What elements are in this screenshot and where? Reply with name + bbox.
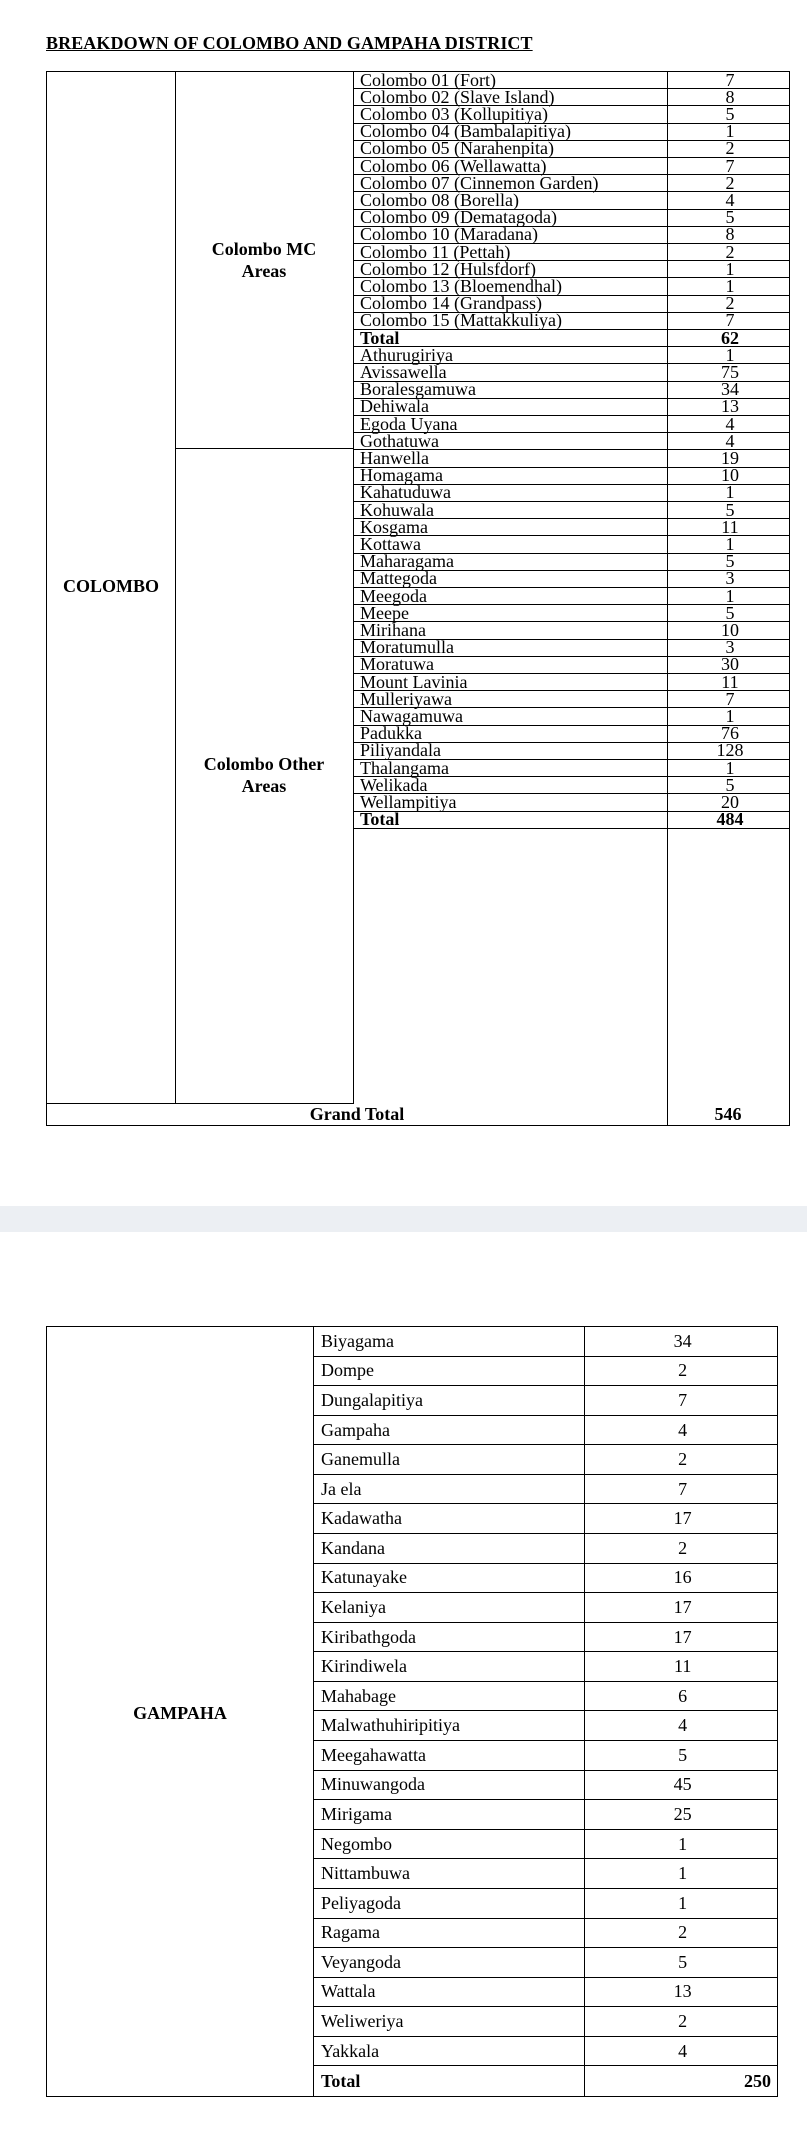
area-count: 11 — [721, 671, 739, 692]
area-count: 8 — [725, 224, 735, 245]
section-label-mc: Colombo MC Areas — [211, 239, 317, 281]
area-name: Meepe — [360, 602, 409, 623]
area-name: Malwathuhiripitiya — [321, 1715, 460, 1736]
area-name: Mattegoda — [360, 568, 437, 589]
area-name: Kahatuduwa — [360, 482, 451, 503]
area-count: 2 — [678, 1449, 688, 1470]
table-row — [313, 1475, 778, 1505]
table-row — [313, 1830, 778, 1860]
area-count: 2 — [725, 241, 735, 262]
area-name: Mirihana — [360, 619, 426, 640]
area-name: Dompe — [321, 1360, 374, 1381]
area-name: Ragama — [321, 1922, 380, 1943]
area-count: 25 — [673, 1804, 692, 1824]
table-row — [313, 1919, 778, 1949]
section-label-other: Colombo Other Areas — [203, 754, 325, 796]
table-row — [313, 2007, 778, 2037]
area-name: Colombo 13 (Bloemendhal) — [360, 275, 562, 296]
area-name: Colombo 10 (Maradana) — [360, 224, 538, 245]
area-name: Colombo 06 (Wellawatta) — [360, 155, 547, 176]
area-name: Ganemulla — [321, 1449, 400, 1470]
area-count: 8 — [725, 86, 735, 107]
area-count: 5 — [725, 499, 735, 520]
area-name: Moratuwa — [360, 654, 434, 675]
table-row — [313, 1327, 778, 1357]
area-name: Mahabage — [321, 1685, 396, 1706]
area-name: Athurugiriya — [360, 344, 453, 365]
colombo-table — [46, 71, 790, 1126]
area-name: Kohuwala — [360, 499, 434, 520]
area-name: Mount Lavinia — [360, 671, 468, 692]
total-row — [353, 809, 790, 830]
table-row — [313, 1859, 778, 1889]
area-name: Colombo 01 (Fort) — [360, 69, 497, 90]
area-name: Biyagama — [321, 1330, 394, 1351]
area-count: 1 — [725, 258, 735, 279]
table-row — [313, 1534, 778, 1564]
area-name: Maharagama — [360, 551, 454, 572]
area-count: 2 — [678, 2011, 688, 2032]
area-name: Kiribathgoda — [321, 1626, 416, 1647]
area-count: 5 — [725, 602, 735, 623]
area-count: 2 — [678, 1922, 688, 1943]
table-row — [313, 1682, 778, 1712]
area-name: Kosgama — [360, 516, 428, 537]
area-name: Boralesgamuwa — [360, 379, 476, 400]
divider — [175, 72, 176, 1104]
area-count: 6 — [678, 1685, 688, 1706]
area-name: Thalangama — [360, 757, 449, 778]
table-row — [313, 1889, 778, 1919]
area-count: 4 — [678, 1715, 688, 1736]
grand-total-value: 546 — [714, 1104, 742, 1124]
gampaha-table — [46, 1326, 778, 2097]
area-name: Nittambuwa — [321, 1863, 410, 1884]
area-name: Colombo 02 (Slave Island) — [360, 86, 555, 107]
area-name: Ja ela — [321, 1478, 362, 1499]
table-row — [313, 1652, 778, 1682]
area-count: 3 — [725, 568, 735, 589]
area-count: 45 — [673, 1774, 692, 1795]
area-name: Avissawella — [360, 361, 447, 382]
area-name: Kadawatha — [321, 1508, 402, 1529]
table-row — [313, 1445, 778, 1475]
area-name: Kelaniya — [321, 1596, 386, 1617]
area-name: Wattala — [321, 1981, 376, 2002]
area-count: 5 — [725, 207, 735, 228]
divider — [175, 448, 353, 449]
area-name: Colombo 08 (Borella) — [360, 189, 519, 210]
area-count: 19 — [720, 447, 739, 468]
area-count: 7 — [678, 1389, 688, 1410]
table-row — [313, 1593, 778, 1623]
area-count: 7 — [678, 1478, 688, 1499]
area-name: Colombo 05 (Narahenpita) — [360, 138, 554, 159]
area-count: 1 — [725, 705, 735, 726]
grand-total-row — [47, 1104, 790, 1125]
document-title: BREAKDOWN OF COLOMBO AND GAMPAHA DISTRICT — [46, 33, 533, 53]
table-row — [313, 1741, 778, 1771]
area-count: 17 — [673, 1508, 692, 1529]
total-label: Total — [360, 809, 400, 830]
area-name: Colombo 15 (Mattakkuliya) — [360, 310, 562, 331]
page-break — [0, 1206, 807, 1232]
area-count: 4 — [725, 413, 735, 434]
area-count: 4 — [725, 189, 735, 210]
table-row — [313, 1978, 778, 2008]
area-count: 11 — [721, 516, 739, 537]
area-name: Colombo 09 (Dematagoda) — [360, 207, 557, 228]
area-count: 1 — [725, 344, 735, 365]
table-row — [313, 1623, 778, 1653]
district-label-gampaha: GAMPAHA — [133, 1703, 227, 1723]
area-count: 17 — [673, 1626, 692, 1647]
total-value: 484 — [716, 809, 744, 830]
area-count: 1 — [725, 585, 735, 606]
area-name: Kottawa — [360, 533, 421, 554]
area-count: 2 — [678, 1537, 688, 1558]
area-name: Homagama — [360, 465, 443, 486]
area-count: 4 — [678, 1419, 688, 1440]
total-label: Total — [360, 327, 400, 348]
area-count: 5 — [725, 103, 735, 124]
table-row — [313, 1416, 778, 1446]
area-count: 1 — [725, 757, 735, 778]
area-count: 34 — [673, 1330, 692, 1351]
area-name: Moratumulla — [360, 637, 454, 658]
area-count: 2 — [725, 172, 735, 193]
area-count: 13 — [720, 396, 739, 417]
area-name: Yakkala — [321, 2040, 380, 2061]
area-count: 1 — [725, 482, 735, 503]
area-name: Egoda Uyana — [360, 413, 458, 434]
area-count: 11 — [674, 1656, 692, 1677]
area-count: 5 — [725, 551, 735, 572]
area-name: Wellampitiya — [360, 791, 457, 812]
area-name: Colombo 03 (Kollupitiya) — [360, 103, 548, 124]
area-count: 1 — [725, 533, 735, 554]
area-name: Nawagamuwa — [360, 705, 463, 726]
area-count: 7 — [725, 688, 735, 709]
area-name: Hanwella — [360, 447, 429, 468]
table-row — [313, 2037, 778, 2067]
table-row — [313, 1564, 778, 1594]
area-count: 75 — [720, 361, 739, 382]
area-name: Minuwangoda — [321, 1774, 425, 1795]
area-count: 13 — [673, 1981, 692, 2002]
area-name: Peliyagoda — [321, 1892, 401, 1913]
area-count: 10 — [720, 465, 739, 486]
area-name: Veyangoda — [321, 1951, 401, 1972]
area-name: Gothatuwa — [360, 430, 439, 451]
area-name: Kirindiwela — [321, 1656, 407, 1677]
area-name: Negombo — [321, 1833, 392, 1854]
area-name: Dungalapitiya — [321, 1389, 423, 1410]
area-name: Colombo 12 (Hulsfdorf) — [360, 258, 536, 279]
area-name: Kandana — [321, 1537, 385, 1558]
area-count: 4 — [725, 430, 735, 451]
table-row — [313, 1800, 778, 1830]
area-count: 34 — [720, 379, 739, 400]
area-name: Colombo 11 (Pettah) — [360, 241, 511, 262]
area-name: Colombo 07 (Cinnemon Garden) — [360, 172, 599, 193]
table-row — [313, 1771, 778, 1801]
district-label-colombo: COLOMBO — [62, 576, 159, 596]
area-name: Colombo 04 (Bambalapitiya) — [360, 121, 571, 142]
area-count: 1 — [725, 121, 735, 142]
area-count: 5 — [678, 1744, 688, 1765]
area-count: 2 — [725, 138, 735, 159]
area-count: 5 — [725, 774, 735, 795]
area-count: 5 — [678, 1951, 688, 1972]
table-row — [313, 1712, 778, 1742]
table-row — [313, 1357, 778, 1387]
area-name: Piliyandala — [360, 740, 441, 761]
area-name: Weliweriya — [321, 2011, 404, 2032]
area-count: 1 — [678, 1863, 688, 1884]
area-name: Welikada — [360, 774, 428, 795]
area-count: 17 — [673, 1596, 692, 1617]
area-count: 20 — [720, 791, 739, 812]
area-count: 10 — [720, 619, 739, 640]
area-name: Padukka — [360, 723, 422, 744]
total-value: 250 — [744, 2070, 771, 2091]
area-name: Meegoda — [360, 585, 427, 606]
area-count: 16 — [673, 1567, 692, 1588]
area-name: Meegahawatta — [321, 1744, 426, 1765]
area-name: Katunayake — [321, 1567, 407, 1588]
total-value: 62 — [720, 327, 739, 348]
area-count: 1 — [678, 1833, 688, 1854]
area-name: Mirigama — [321, 1804, 392, 1824]
area-count: 2 — [678, 1360, 688, 1381]
area-name: Dehiwala — [360, 396, 429, 417]
area-count: 3 — [725, 637, 735, 658]
area-count: 7 — [725, 310, 735, 331]
area-count: 2 — [725, 293, 735, 314]
area-count: 1 — [678, 1892, 688, 1913]
area-count: 30 — [720, 654, 739, 675]
area-count: 76 — [720, 723, 739, 744]
grand-total-label: Grand Total — [309, 1104, 405, 1124]
total-row — [313, 2066, 778, 2096]
table-row — [313, 1386, 778, 1416]
table-row — [313, 1948, 778, 1978]
area-name: Mulleriyawa — [360, 688, 452, 709]
area-count: 1 — [725, 275, 735, 296]
area-name: Gampaha — [321, 1419, 390, 1440]
area-count: 4 — [678, 2040, 688, 2061]
total-label: Total — [321, 2070, 361, 2091]
area-count: 7 — [725, 69, 735, 90]
area-count: 128 — [716, 740, 744, 761]
area-count: 7 — [725, 155, 735, 176]
table-row — [313, 1504, 778, 1534]
area-name: Colombo 14 (Grandpass) — [360, 293, 542, 314]
